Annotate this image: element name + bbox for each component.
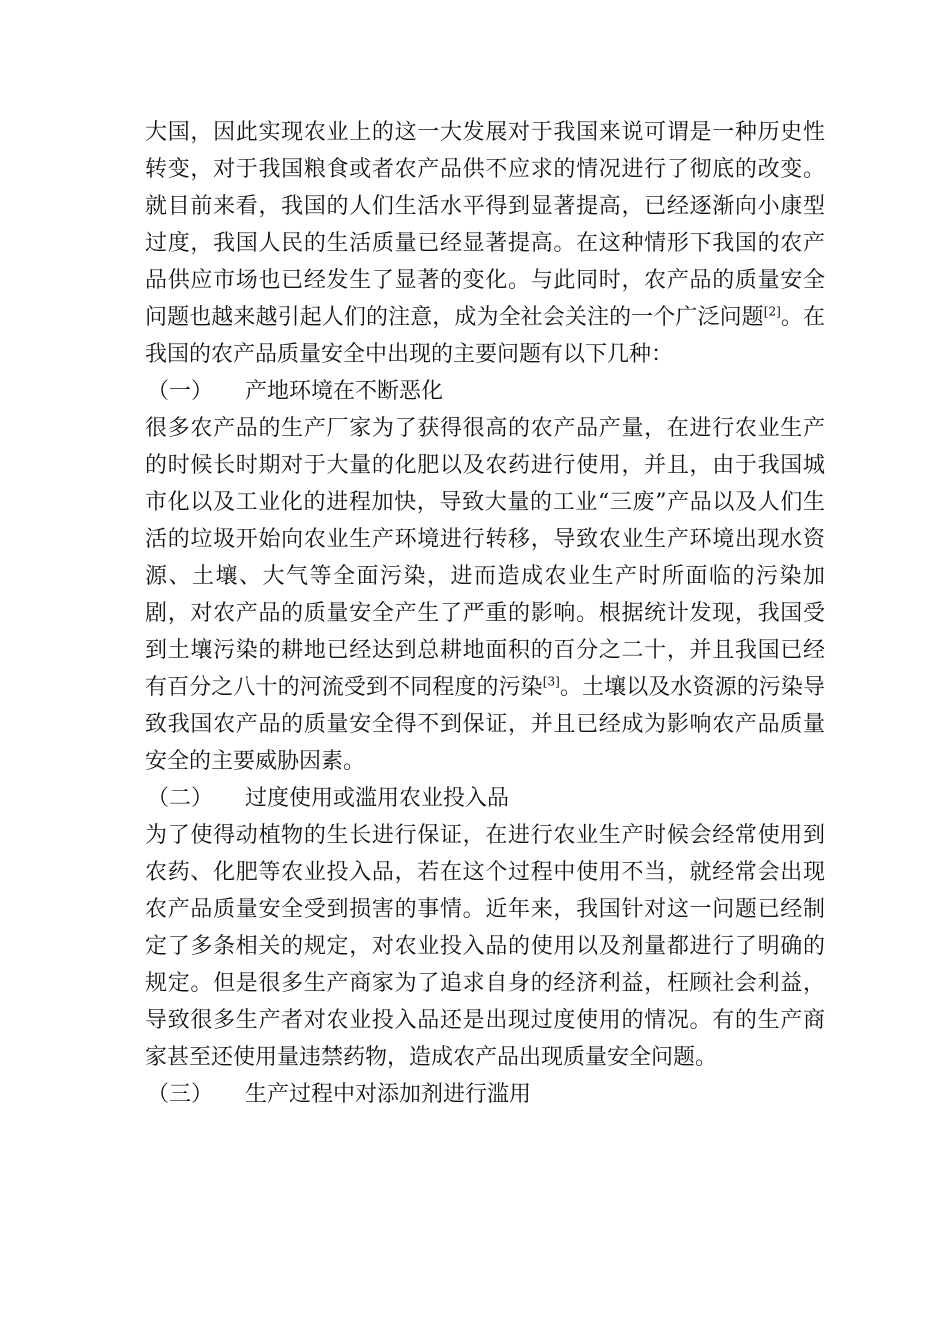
paragraph-text: 。在我国的农产品质量安全中出现的主要问题有以下几种： [145, 305, 825, 367]
document-page [145, 114, 825, 1113]
section-number: （三） [147, 1082, 214, 1107]
section-heading-3 [145, 1076, 825, 1113]
section-title: 过度使用或滥用农业投入品 [245, 786, 510, 811]
paragraph-text: 大国，因此实现农业上的这一大发展对于我国来说可谓是一种历史性转变，对于我国粮食或者农产品供不应求的情况进行了彻底的改变。就目前来看，我国的人们生活水平得到显著提高，已经逐渐向小康型过度，我国人民的生活质量已经显著提高。在这种情形下我国的农产品供应市场也已经发生了显著的变化。与此同时，农产品的质量安全问题也越来越引起人们的注意，成为全社会关注的一个广泛问题 [145, 120, 825, 330]
paragraph-environment [145, 410, 825, 780]
paragraph-inputs: 为了使得动植物的生长进行保证，在进行农业生产时候会经常使用到农药、化肥等农业投入品，若在这个过程中使用不当，就经常会出现农产品质量安全受到损害的事情。近年来，我国针对这一问题已经制定了多条相关的规定，对农业投入品的使用以及剂量都进行了明确的规定。但是很多生产商家为了追求自身的经济利益，枉顾社会利益，导致很多生产者对农业投入品还是出现过度使用的情况。有的生产商家甚至还使用量违禁药物，造成农产品出现质量安全问题。 [145, 823, 825, 1070]
section-title: 产地环境在不断恶化 [245, 379, 444, 404]
citation-ref: [3] [542, 674, 560, 689]
section-heading-1 [145, 373, 825, 410]
paragraph-text: 很多农产品的生产厂家为了获得很高的农产品产量，在进行农业生产的时候长时期对于大量的化肥以及农药进行使用，并且，由于我国城市化以及工业化的进程加快，导致大量的工业“三废”产品以及人们生活的垃圾开始向农业生产环境进行转移，导致农业生产环境出现水资源、土壤、大气等全面污染，进而造成农业生产时所面临的污染加剧，对农产品的质量安全产生了严重的影响。根据统计发现，我国受到土壤污染的耕地已经达到总耕地面积的百分之二十，并且我国已经有百分之八十的河流受到不同程度的污染 [145, 416, 825, 700]
citation-ref: [2] [763, 304, 781, 319]
paragraph-text: 。土壤以及水资源的污染导致我国农产品的质量安全得不到保证，并且已经成为影响农产品质量安全的主要威胁因素。 [145, 675, 825, 774]
section-title: 生产过程中对添加剂进行滥用 [245, 1082, 532, 1107]
section-number: （二） [147, 786, 214, 811]
paragraph-intro [145, 114, 825, 373]
section-heading-2 [145, 780, 825, 817]
section-number: （一） [147, 379, 214, 404]
